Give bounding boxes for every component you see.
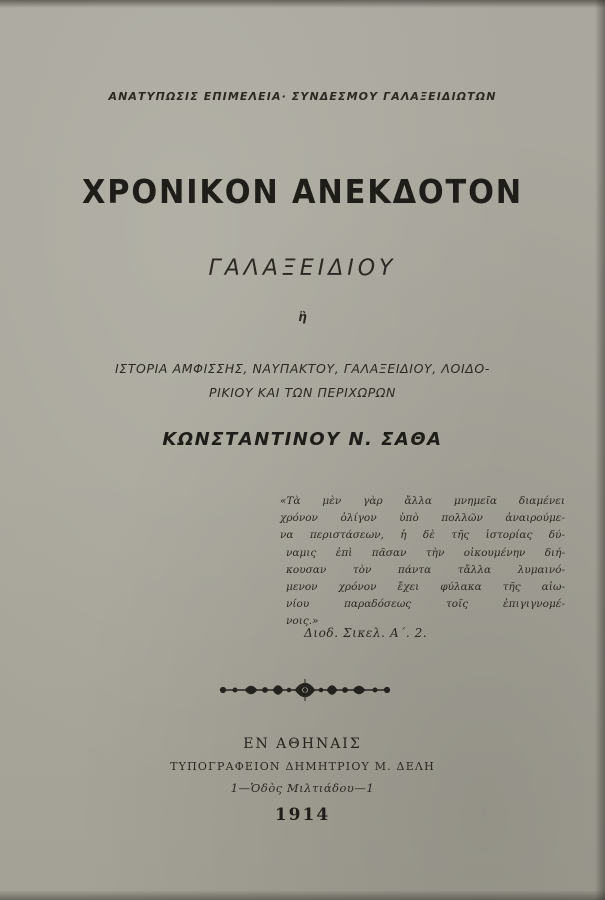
publisher-line: ΑΝΑΤΥΠΩΣΙΣ ΕΠΙΜΕΛΕΙΑ· ΣΥΝΔΕΣΜΟΥ ΓΑΛΑΞΕΙΔΙΩΤΩΝ bbox=[108, 90, 497, 103]
epigraph-quote bbox=[280, 493, 565, 631]
imprint-address: 1—Ὁδὸς Μιλτιάδου—1 bbox=[230, 781, 375, 795]
page-edge-shadow-top bbox=[0, 0, 605, 8]
epigraph-line: «Τὰ μὲν γὰρ ἄλλα μνημεῖα διαμένει bbox=[280, 495, 565, 507]
page-edge-shadow-bottom bbox=[0, 890, 605, 900]
epigraph-line: κουσαν τὸν πάντα τἄλλα λυμαινό- bbox=[286, 563, 565, 576]
epigraph-line: ναμις ἐπὶ πᾶσαν τὴν οἰκουμένην διή- bbox=[286, 546, 565, 559]
imprint-place: ΕΝ ΑΘΗΝΑΙΣ bbox=[243, 736, 362, 752]
book-subtitle: ΓΑΛΑΞΕΙΔΙΟΥ bbox=[208, 256, 397, 281]
epigraph-line: να περιστάσεων, ἡ δὲ τῆς ἱστορίας δύ- bbox=[280, 529, 565, 542]
conjunction: ἢ bbox=[298, 310, 307, 324]
epigraph-citation: Διοδ. Σικελ. Α΄. 2. bbox=[304, 626, 428, 640]
description-line-2: ΡΙΚΙΟΥ ΚΑΙ ΤΩΝ ΠΕΡΙΧΩΡΩΝ bbox=[209, 385, 396, 400]
description-line-1: ΙΣΤΟΡΙΑ ΑΜΦΙΣΣΗΣ, ΝΑΥΠΑΚΤΟΥ, ΓΑΛΑΞΕΙΔΙΟΥ, ΛΟΙΔΟ- bbox=[115, 361, 490, 376]
epigraph-line: νοις.» bbox=[286, 615, 319, 628]
book-title: ΧΡΟΝΙΚΟΝ ΑΝΕΚΔΟΤΟΝ bbox=[81, 172, 523, 211]
epigraph-line: νίου παραδόσεως τοῖς ἐπιγιγνομέ- bbox=[286, 598, 565, 611]
author-name: ΚΩΝΣΤΑΝΤΙΝΟΥ Ν. ΣΑΘΑ bbox=[162, 429, 443, 450]
epigraph-line: μενον χρόνον ἔχει φύλακα τῆς αἰω- bbox=[286, 581, 565, 594]
imprint-printer: ΤΥΠΟΓΡΑΦΕΙΟΝ ΔΗΜΗΤΡΙΟΥ Μ. ΔΕΛΗ bbox=[170, 760, 435, 773]
epigraph-line: χρόνον ὀλίγον ὑπὸ πολλῶν ἀναιρούμε- bbox=[280, 512, 565, 525]
publication-year: 1914 bbox=[274, 805, 331, 825]
fleuron-ornament-icon bbox=[217, 678, 393, 702]
